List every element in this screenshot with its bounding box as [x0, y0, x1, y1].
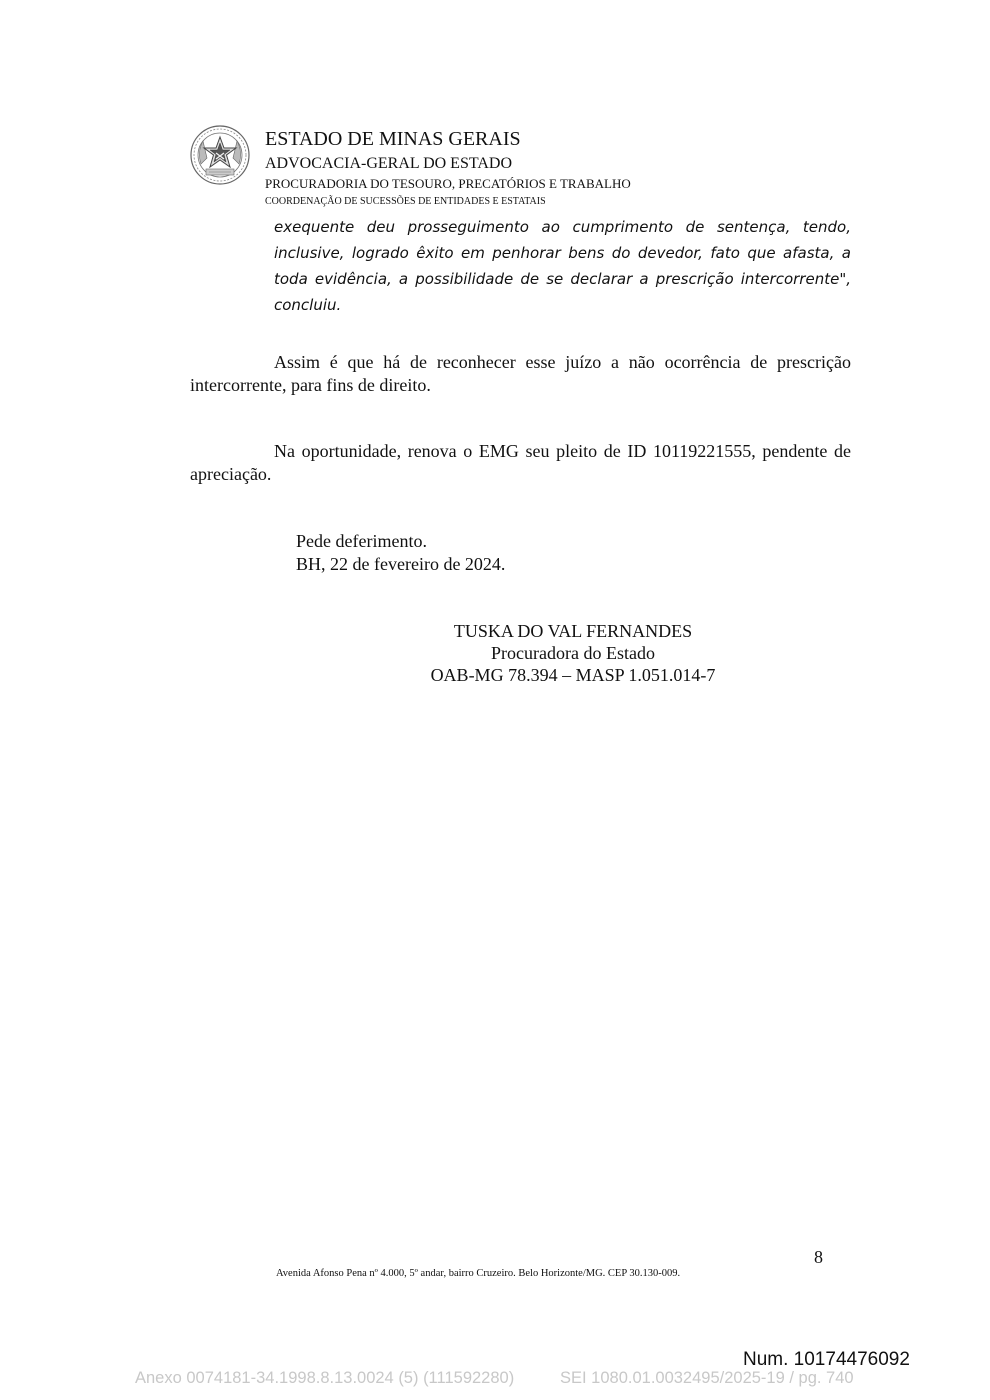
quote-line: exequente deu prosseguimento ao cumprimento de sentença, tendo,: [274, 218, 851, 236]
letterhead-coordination: COORDENAÇÃO DE SUCESSÕES DE ENTIDADES E ESTATAIS: [265, 196, 546, 207]
closing-block: [296, 530, 505, 576]
closing-date: BH, 22 de fevereiro de 2024.: [296, 554, 506, 574]
state-coat-of-arms-icon: [189, 124, 251, 186]
signature-block: [400, 620, 746, 686]
quoted-passage: [274, 214, 851, 318]
annex-reference-watermark: Anexo 0074181-34.1998.8.13.0024 (5) (111592280): [135, 1369, 515, 1387]
sei-reference-watermark: SEI 1080.01.0032495/2025-19 / pg. 740: [560, 1369, 854, 1387]
signatory-name: TUSKA DO VAL FERNANDES: [453, 621, 693, 641]
letterhead-agency: ADVOCACIA-GERAL DO ESTADO: [265, 155, 512, 172]
letterhead-state: ESTADO DE MINAS GERAIS: [265, 128, 521, 150]
paragraph-request-renewal: Na oportunidade, renova o EMG seu pleito de ID 10119221555, pendente de apreciação.: [190, 441, 851, 484]
letterhead-department: PROCURADORIA DO TESOURO, PRECATÓRIOS E TRABALHO: [265, 176, 631, 191]
page-number: 8: [814, 1247, 823, 1267]
quote-line: toda evidência, a possibilidade de se declarar a prescrição intercorrente",: [274, 270, 851, 288]
paragraph-prescription: Assim é que há de reconhecer esse juízo a não ocorrência de prescrição intercorrente, para fins de direito.: [190, 352, 851, 395]
signatory-registration: OAB-MG 78.394 – MASP 1.051.014-7: [430, 665, 716, 685]
signatory-title: Procuradora do Estado: [491, 643, 655, 663]
quote-line: inclusive, logrado êxito em penhorar bens do devedor, fato que afasta, a: [274, 244, 851, 262]
footer-address: Avenida Afonso Pena nº 4.000, 5º andar, bairro Cruzeiro. Belo Horizonte/MG. CEP 30.130-009.: [276, 1268, 681, 1279]
quote-line: concluiu.: [274, 296, 342, 314]
closing-request: Pede deferimento.: [296, 531, 427, 551]
document-number-stamp: Num. 10174476092: [743, 1349, 910, 1370]
